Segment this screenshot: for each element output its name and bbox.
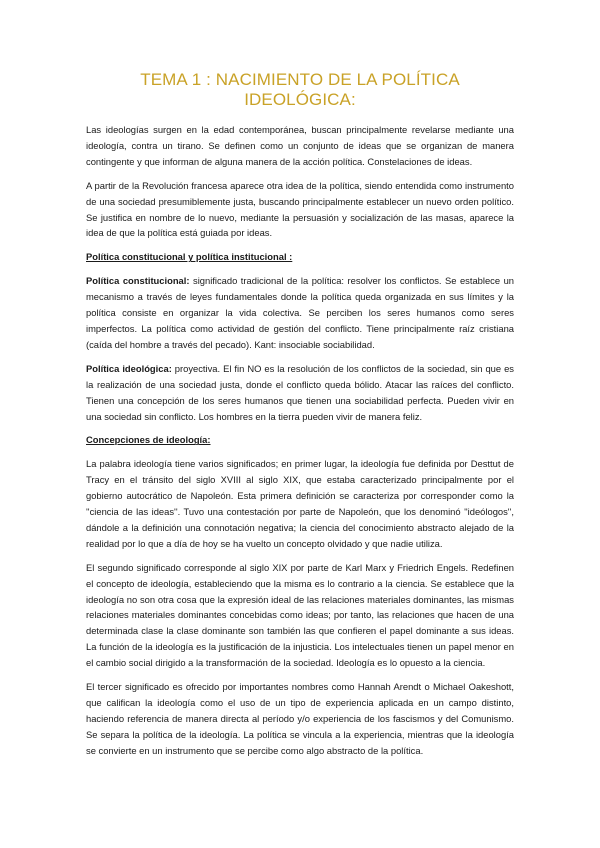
section-heading-politica: Política constitucional y política institucional : — [86, 251, 293, 263]
definition-politica-ideologica: proyectiva. El fin NO es la resolución de los conflictos de la sociedad, sin que es la realización de una sociedad justa, donde el conflicto queda bólido. Atacar las raíces del conflicto. Tienen una concepción de los seres humanos que tienen una sociabilidad perfecta. Pueden vivir en una sociedad sin conflicto. Los hombres en la tierra pueden vivir de manera feliz. — [86, 362, 514, 422]
definition-politica-constitucional: significado tradicional de la política: resolver los conflictos. Se establece un mecanismo a través de leyes fundamentales donde la política queda organizada en sus límites y la política consiste en organizar la vida colectiva. Se perciben los seres humanos como seres imperfectos. La política como actividad de gestión del conflicto. Tiene principalmente raíz cristiana (caída del hombre a través del pecado). Kant: insociable sociabilidad. — [86, 275, 514, 350]
term-politica-constitucional: Política constitucional: — [86, 275, 190, 287]
term-politica-ideologica: Política ideológica: — [86, 362, 172, 374]
page-title: TEMA 1 : NACIMIENTO DE LA POLÍTICA IDEOLÓGICA: — [140, 70, 460, 109]
paragraph-intro: Las ideologías surgen en la edad contemporánea, buscan principalmente revelarse mediante una ideología, contra un tirano. Se definen como un conjunto de ideas que se organizan de manera contingente y que informan de alguna manera de la acción política. Constelaciones de ideas. — [86, 124, 514, 167]
paragraph-segundo-significado: El segundo significado corresponde al siglo XIX por parte de Karl Marx y Friedrich Engels. Redefinen el concepto de ideología, estableciendo que la misma es lo contrario a la ciencia. Se establece que la ideología no son otra cosa que la expresión ideal de las relaciones materiales dominantes, las mismas relaciones materiales dominantes concebidas como ideas; por tanto, las relaciones que hacen de una determinada clase la clase dominante son también las que confieren el papel dominante a sus ideas. La función de la ideología es la justificación de la injusticia. Los intelectuales tienen un papel menor en el cambio social dirigido a la transformación de la sociedad. Ideología es lo opuesto a la ciencia. — [86, 561, 514, 669]
section-heading-concepciones: Concepciones de ideología: — [86, 434, 211, 446]
paragraph-tercer-significado: El tercer significado es ofrecido por importantes nombres como Hannah Arendt o Michael Oakeshott, que califican la ideología como el uso de un tipo de experiencia aplicada en un campo distinto, haciendo referencia de manera directa al período y/o experiencia de los fascismos y del Comunismo. Se separa la política de la ideología. La política se vincula a la experiencia, mientras que la ideología se convierte en un instrumento que se percibe como algo abstracto de la política. — [86, 681, 514, 756]
paragraph-revolucion: A partir de la Revolución francesa aparece otra idea de la política, siendo entendida como instrumento de una sociedad presumiblemente justa, buscando principalmente establecer un nuevo orden político. Se justifica en nombre de lo nuevo, mediante la persuasión y socialización de las masas, aparece la idea de que la política está guiada por ideas. — [86, 179, 514, 239]
paragraph-primer-significado: La palabra ideología tiene varios significados; en primer lugar, la ideología fue definida por Desttut de Tracy en el tránsito del siglo XVIII al siglo XIX, que estaba caracterizado principalmente por el gobierno autocrático de Napoleón. Esta primera definición se caracteriza por corresponder como la ''ciencia de las ideas''. Tuvo una contestación por parte de Napoleón, que los denominó ''ideólogos'', dándole a la definición una connotación negativa; la ciencia del conocimiento abstracto alejado de la realidad por lo que a día de hoy se ha vuelto un concepto olvidado y que nadie utiliza. — [86, 458, 514, 549]
paragraph-politica-constitucional — [86, 273, 514, 353]
paragraph-politica-ideologica — [86, 361, 514, 425]
